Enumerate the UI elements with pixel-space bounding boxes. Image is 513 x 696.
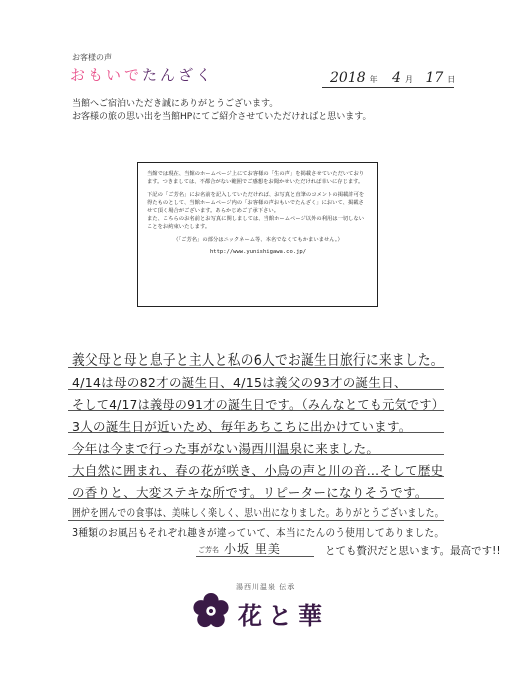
comment-extra: とても贅沢だと思います。最高です!!	[325, 545, 501, 557]
date-underline	[322, 87, 454, 88]
notice-paragraph-3: また、こちらのお名前とお写真に関しましては、当館ホームページ以外の利用は一切しないことをお約束いたします。	[147, 216, 365, 230]
comment-line-8: 囲炉を囲んでの食事は、美味しく楽しく、思い出になりました。ありがとうございました。	[72, 507, 444, 519]
date-month: 4	[392, 70, 402, 86]
comment-line-4: 3人の誕生日が近いため、毎年あちこちに出かけています。	[72, 419, 412, 434]
title-part-omoide: おもいで	[70, 66, 143, 84]
form-title	[70, 64, 214, 85]
notice-nickname-note: （「ご芳名」の部分はニックネーム等、本名でなくてもかまいません。）	[173, 237, 343, 243]
title-part-tanzaku: たんざく	[142, 66, 215, 84]
signature-underline	[196, 556, 314, 557]
thanks-line-2: お客様の旅の思い出を当館HPにてご紹介させていただければと思います。	[72, 112, 372, 122]
date-month-unit: 月	[405, 75, 414, 84]
comment-line-9: 3種類のお風呂もそれぞれ趣きが違っていて、本当にたんのう使用してありました。	[72, 527, 445, 539]
comment-line-3: そして4/17は義母の91才の誕生日です。（みんなとても元気です）	[72, 397, 445, 412]
logo-hotel-name: 花と華	[238, 601, 328, 630]
notice-paragraph-1: 当館では現在、当館のホームページ上にてお客様の「生の声」を掲載させていただいております。つきましては、不都合がない範囲でご感想をお聞かせいただければ幸いに存じます。	[147, 171, 365, 185]
comment-line-6: 大自然に囲まれ、春の花が咲き、小鳥の声と川の音…そして歴史	[72, 463, 444, 478]
date-year: 2018	[330, 70, 366, 86]
notice-paragraph-2: 下記の「ご芳名」にお名前を記入していただければ、お写真と直筆のコメントの掲載許可を得たものとして、当館ホームページ内の「お客様の声おもいでたんざく」において、掲載させて頂く場合がございます。あらかじめご了承下さい。	[147, 192, 365, 214]
hotel-url: http://www.yunishigawa.co.jp/	[209, 249, 307, 255]
flower-logo-icon	[192, 592, 230, 630]
thanks-line-1: 当館へご宿泊いただき誠にありがとうございます。	[72, 99, 279, 109]
ruled-line	[68, 520, 444, 521]
date-day-unit: 日	[447, 75, 456, 84]
signature-name: 小坂 里美	[224, 542, 281, 556]
comment-line-2: 4/14は母の82才の誕生日、4/15は義父の93才の誕生日、	[72, 375, 407, 390]
publication-notice-box	[137, 162, 378, 307]
date-day: 17	[425, 70, 444, 86]
comment-line-7: の香りと、大変ステキな所です。リピーターになりそうです。	[72, 485, 428, 500]
comment-line-1: 義父母と母と息子と主人と私の6人でお誕生日旅行に来ました。	[72, 353, 444, 369]
comment-line-5: 今年は今まで行った事がない湯西川温泉に来ました。	[72, 441, 380, 456]
logo-subtitle: 湯西川温泉 伝承	[236, 583, 296, 591]
date-year-unit: 年	[369, 75, 378, 84]
form-label-customer-voice: お客様の声	[72, 53, 112, 62]
handwritten-date	[330, 70, 459, 86]
signature-label: ご芳名	[198, 546, 219, 554]
